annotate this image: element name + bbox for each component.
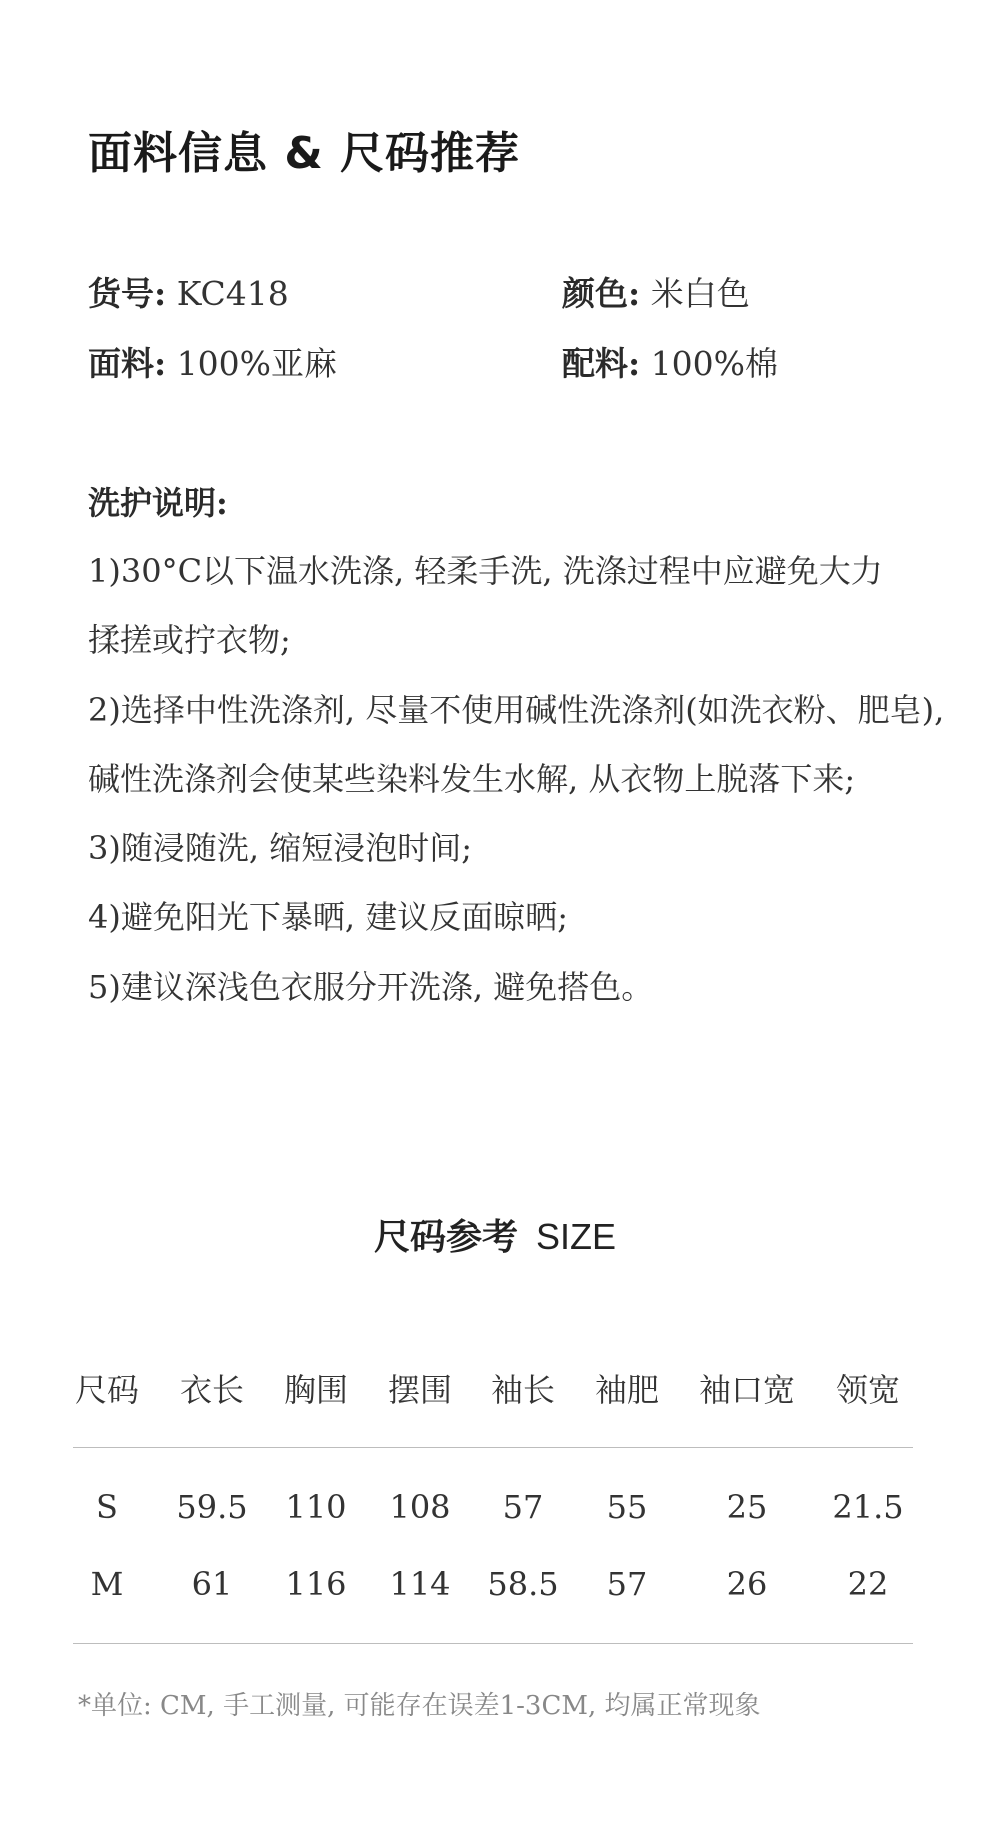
care-line: 1)30°C以下温水洗涤, 轻柔手洗, 洗涤过程中应避免大力 — [88, 552, 883, 590]
fabric-value: 100%亚麻 — [176, 344, 338, 383]
table-cell: 58.5 — [487, 1565, 559, 1603]
table-cell: 25 — [726, 1488, 768, 1526]
care-line: 揉搓或拧衣物; — [88, 621, 291, 660]
table-cell: 57 — [502, 1488, 544, 1526]
color-info — [562, 272, 750, 316]
table-cell: 114 — [389, 1565, 451, 1603]
item-number-value: KC418 — [176, 274, 289, 313]
table-cell: 116 — [285, 1565, 347, 1603]
table-cell: 61 — [191, 1565, 233, 1603]
table-cell: 57 — [606, 1565, 648, 1603]
trim-label: 配料: — [562, 344, 641, 383]
care-title: 洗护说明: — [88, 484, 228, 522]
table-cell: 59.5 — [176, 1488, 248, 1526]
header-cell-sleeve-length: 袖长 — [490, 1371, 556, 1409]
color-value: 米白色 — [650, 274, 750, 313]
item-number — [88, 272, 289, 316]
color-label: 颜色: — [562, 274, 641, 313]
table-divider-bottom — [73, 1643, 913, 1644]
care-line: 2)选择中性洗涤剂, 尽量不使用碱性洗涤剂(如洗衣粉、肥皂), — [88, 690, 945, 729]
header-cell-hem: 摆围 — [387, 1371, 453, 1409]
header-cell-chest: 胸围 — [283, 1371, 349, 1409]
care-line: 5)建议深浅色衣服分开洗涤, 避免搭色。 — [88, 967, 654, 1006]
table-cell: 108 — [389, 1488, 451, 1526]
page-title: 面料信息 & 尺码推荐 — [88, 128, 521, 179]
table-divider-top — [73, 1447, 913, 1448]
header-cell-size: 尺码 — [74, 1371, 140, 1409]
care-line: 3)随浸随洗, 缩短浸泡时间; — [88, 829, 472, 868]
measurement-note: *单位: CM, 手工测量, 可能存在误差1-3CM, 均属正常现象 — [78, 1691, 761, 1721]
size-chart-heading — [0, 1212, 990, 1263]
header-cell-collar-width: 领宽 — [835, 1371, 901, 1409]
fabric-info — [88, 342, 337, 386]
table-cell: 55 — [606, 1488, 648, 1526]
header-cell-cuff-width: 袖口宽 — [698, 1371, 796, 1409]
care-line: 碱性洗涤剂会使某些染料发生水解, 从衣物上脱落下来; — [88, 759, 856, 798]
table-cell: M — [90, 1565, 124, 1603]
table-cell: 110 — [285, 1488, 347, 1526]
table-cell: 26 — [726, 1565, 768, 1603]
trim-info — [562, 342, 778, 386]
care-line: 4)避免阳光下暴晒, 建议反面晾晒; — [88, 898, 568, 937]
care-instructions — [88, 549, 968, 1034]
size-heading-en: SIZE — [536, 1216, 617, 1257]
header-cell-length: 衣长 — [179, 1371, 245, 1409]
fabric-label: 面料: — [88, 344, 167, 383]
header-cell-sleeve-width: 袖肥 — [594, 1371, 660, 1409]
trim-value: 100%棉 — [650, 344, 779, 383]
table-cell: 22 — [847, 1565, 889, 1603]
item-number-label: 货号: — [88, 274, 167, 313]
table-cell: 21.5 — [832, 1488, 904, 1526]
table-cell: S — [96, 1488, 118, 1526]
size-heading-zh: 尺码参考 — [373, 1217, 518, 1258]
